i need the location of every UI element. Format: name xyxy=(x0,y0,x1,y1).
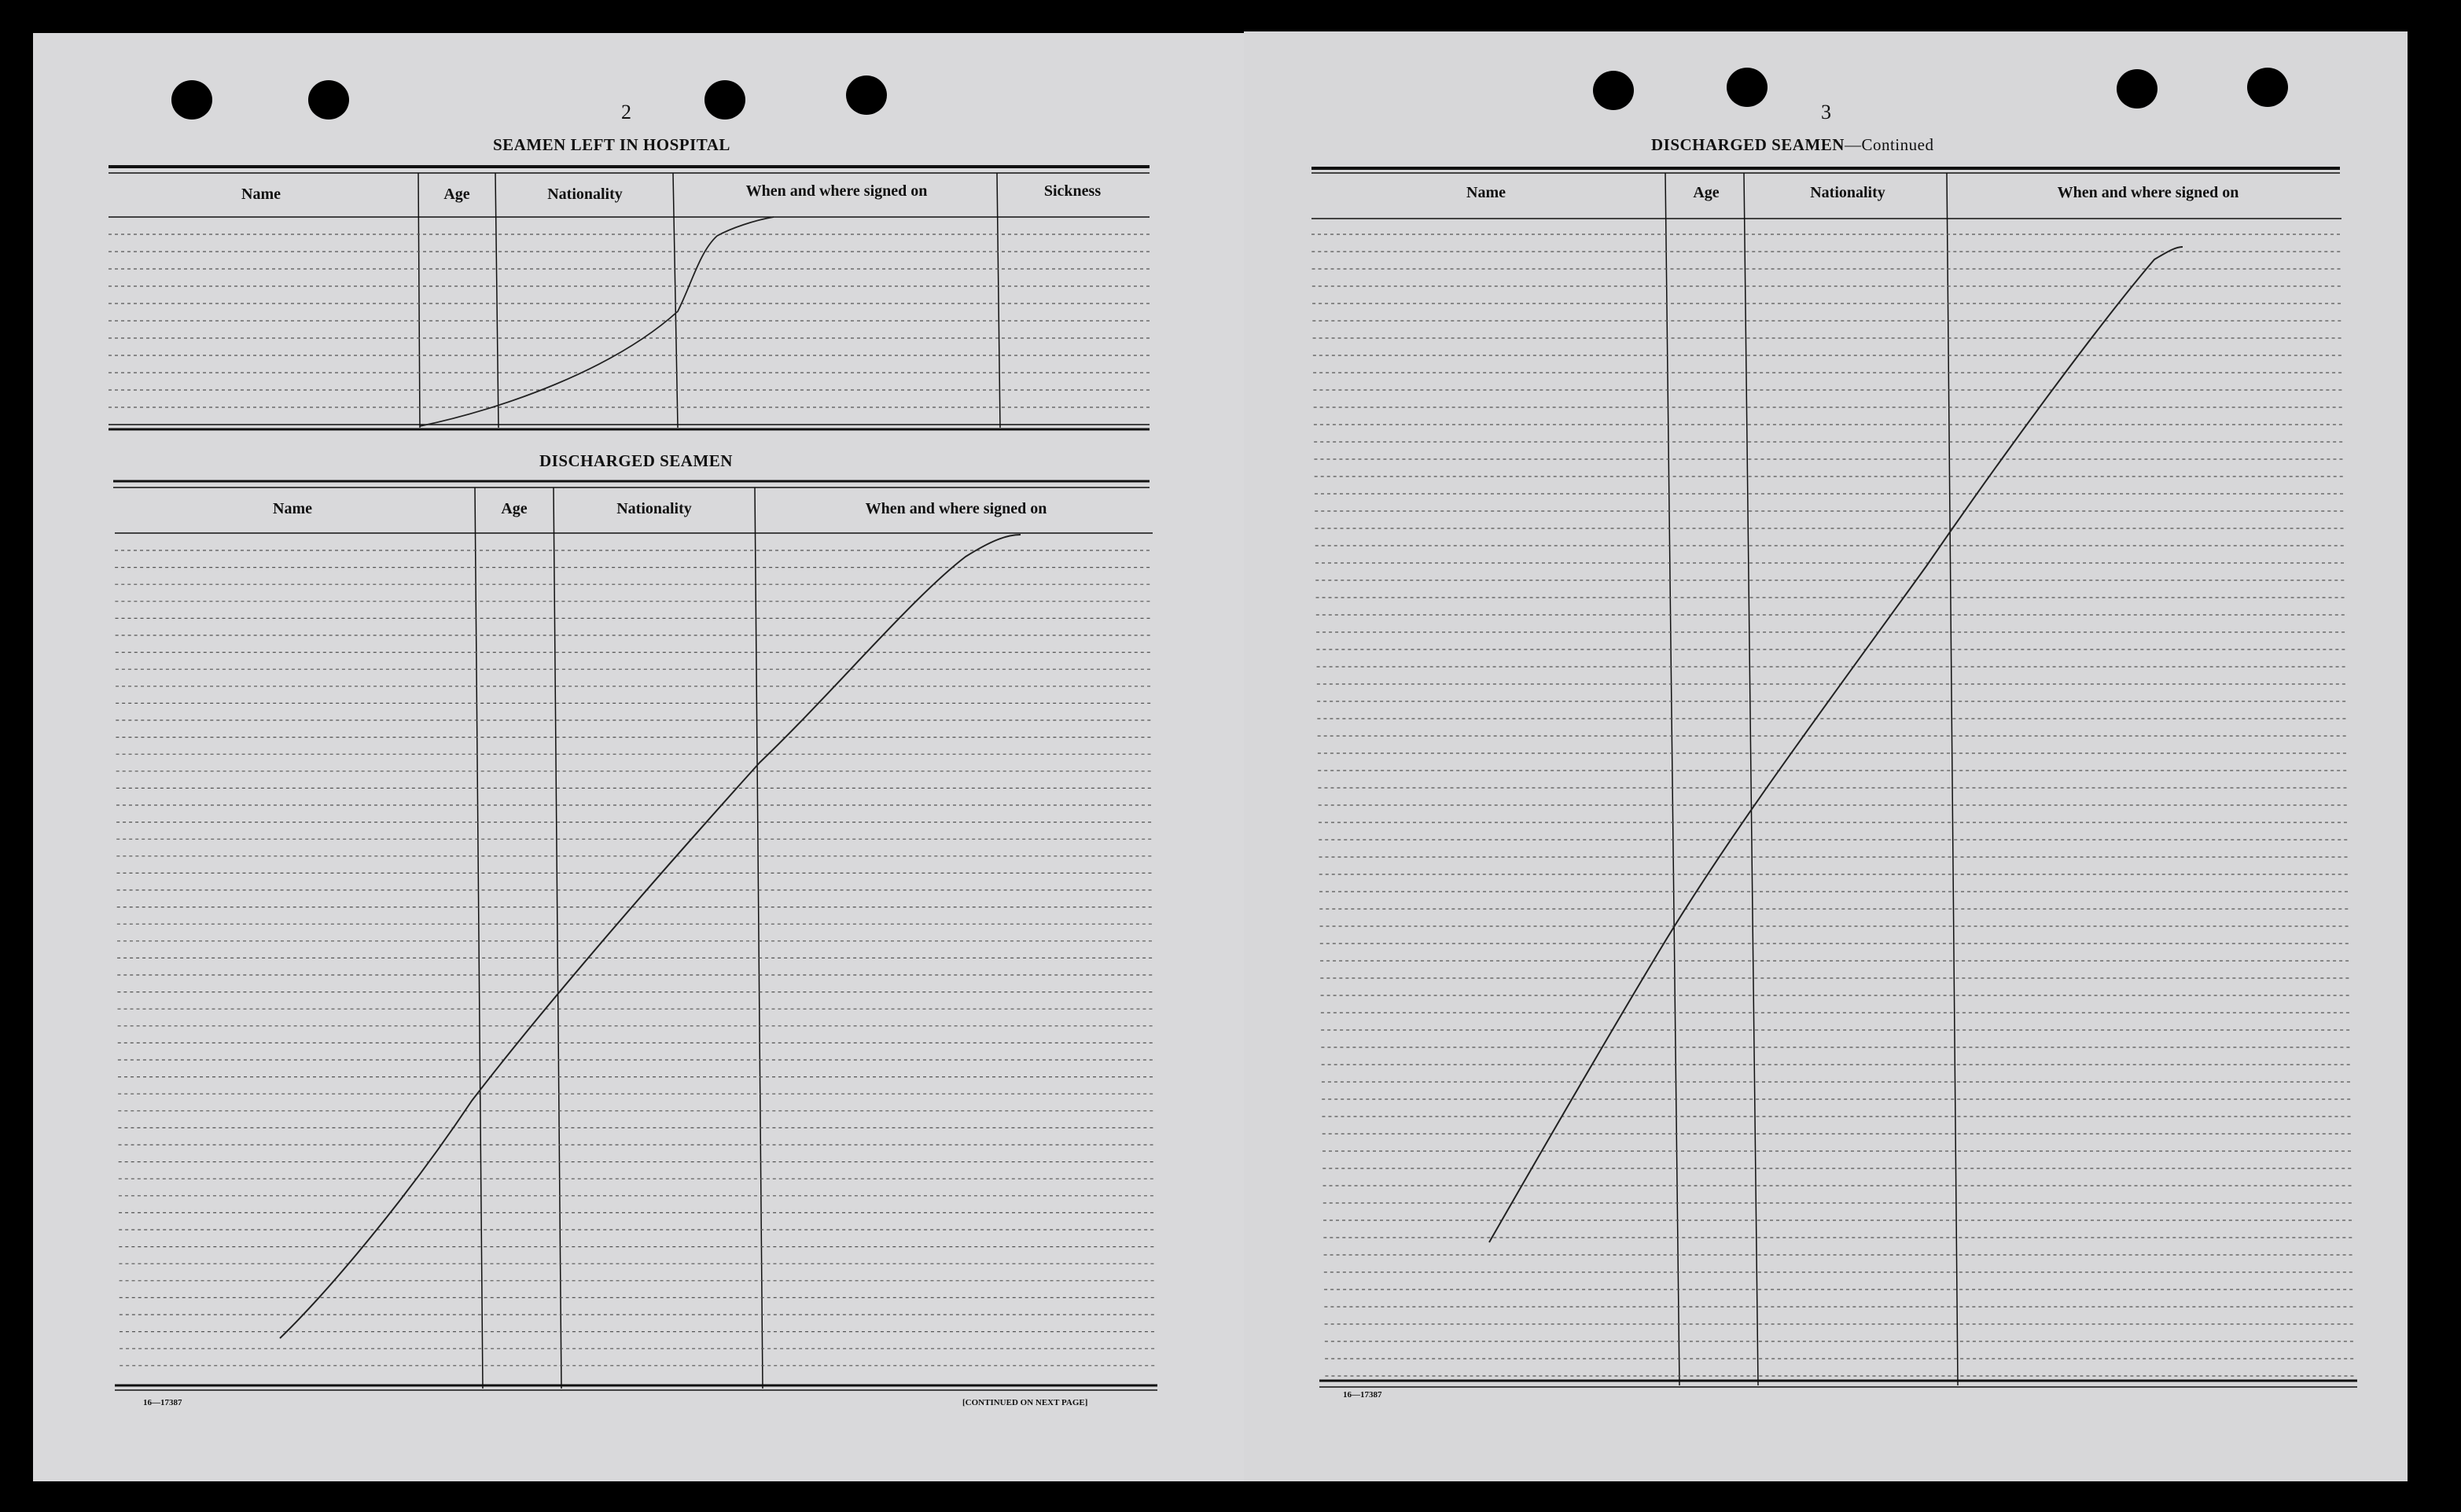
cancellation-strokes xyxy=(280,217,2183,1338)
hospital-header-sickness: Sickness xyxy=(1043,182,1102,200)
page-number: 3 xyxy=(1821,101,1831,123)
form-number: 16—17387 xyxy=(143,1398,182,1407)
discharged-table-row-rules xyxy=(115,550,1157,1366)
continued-table-row-rules xyxy=(1311,234,2355,1376)
section-title-discharged: DISCHARGED SEAMEN xyxy=(539,451,733,470)
continued-header-nationality: Nationality xyxy=(1810,184,1885,201)
continued-table-frame xyxy=(1311,168,2357,1387)
page-number: 2 xyxy=(621,101,631,123)
hospital-header-signed-on: When and where signed on xyxy=(745,182,928,200)
hospital-table-frame xyxy=(109,167,1150,429)
section-title-hospital: SEAMEN LEFT IN HOSPITAL xyxy=(493,135,730,154)
discharged-header-signed-on: When and where signed on xyxy=(865,500,1047,517)
continued-note: [CONTINUED ON NEXT PAGE] xyxy=(962,1398,1088,1407)
continued-header-age: Age xyxy=(1693,184,1720,201)
continued-header-name: Name xyxy=(1466,184,1506,201)
hospital-header-nationality: Nationality xyxy=(547,186,623,203)
continued-header-signed-on: When and where signed on xyxy=(2057,184,2239,201)
discharged-header-name: Name xyxy=(273,500,312,517)
title-main: DISCHARGED SEAMEN xyxy=(1651,135,1845,154)
section-title-discharged-continued xyxy=(1651,135,1933,155)
title-suffix: —Continued xyxy=(1844,135,1934,154)
hospital-header-age: Age xyxy=(443,186,470,203)
form-number: 16—17387 xyxy=(1343,1390,1382,1400)
discharged-table-frame xyxy=(113,481,1157,1390)
discharged-header-nationality: Nationality xyxy=(616,500,692,517)
hospital-header-name: Name xyxy=(241,186,281,203)
discharged-header-age: Age xyxy=(501,500,528,517)
hospital-table-row-rules xyxy=(109,234,1150,407)
